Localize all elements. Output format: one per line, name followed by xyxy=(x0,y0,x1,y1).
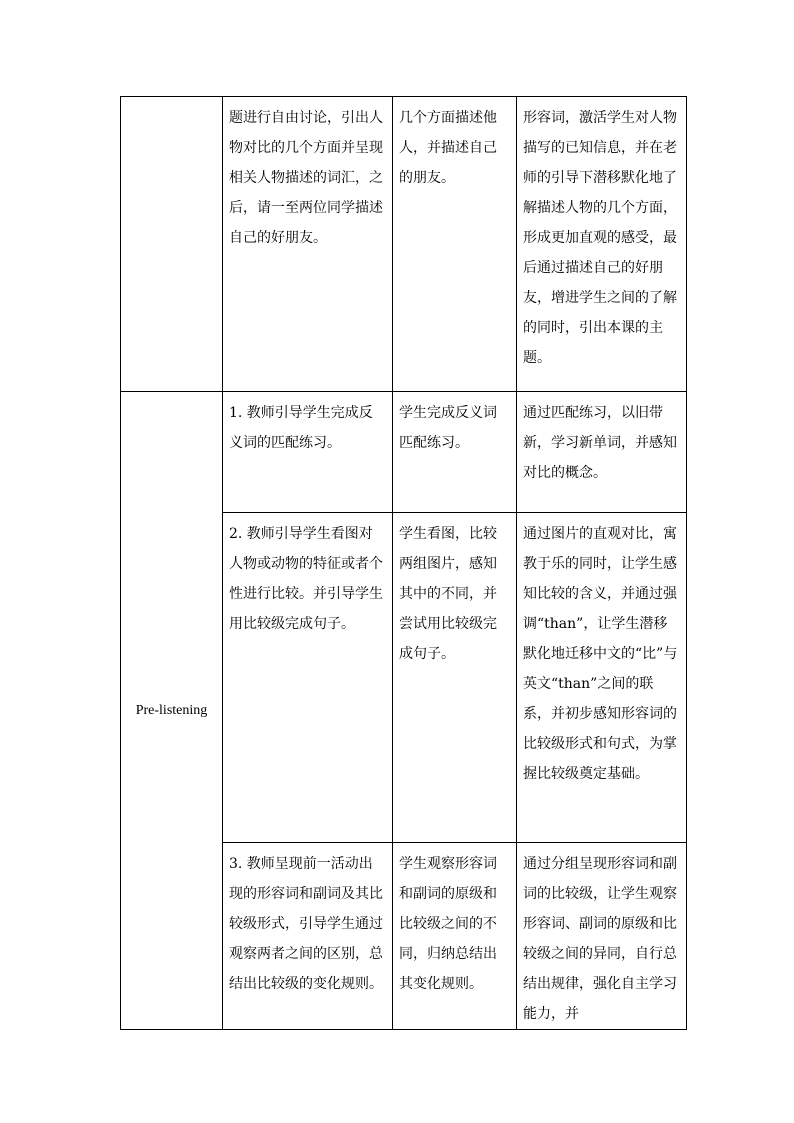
student-activity-cell: 学生观察形容词和副词的原级和比较级之间的不同，归纳总结出其变化规则。 xyxy=(393,843,517,1030)
design-purpose-cell: 形容词，激活学生对人物描写的已知信息，并在老师的引导下潜移默化地了解描述人物的几个方面，形成更加直观的感受，最后通过描述自己的好朋友，增进学生之间的了解的同时，引出本课的主题。 xyxy=(517,97,687,392)
teacher-activity-cell: 3. 教师呈现前一活动出现的形容词和副词及其比较级形式，引导学生通过观察两者之间的区别，总结出比较级的变化规则。 xyxy=(223,843,393,1030)
design-purpose-cell: 通过匹配练习，以旧带新，学习新单词，并感知对比的概念。 xyxy=(517,392,687,513)
stage-cell-pre-listening: Pre-listening xyxy=(121,392,223,1030)
lesson-plan-table xyxy=(120,96,687,1030)
teacher-activity-cell: 2. 教师引导学生看图对人物或动物的特征或者个性进行比较。并引导学生用比较级完成句子。 xyxy=(223,513,393,843)
design-purpose-cell: 通过图片的直观对比，寓教于乐的同时，让学生感知比较的含义，并通过强调“than”，让学生潜移默化地迁移中文的“比”与英文“than”之间的联系，并初步感知形容词的比较级形式和句式，为掌握比较级奠定基础。 xyxy=(517,513,687,843)
stage-cell xyxy=(121,97,223,392)
student-activity-cell: 学生完成反义词匹配练习。 xyxy=(393,392,517,513)
student-activity-cell: 几个方面描述他人，并描述自己的朋友。 xyxy=(393,97,517,392)
teacher-activity-cell: 题进行自由讨论，引出人物对比的几个方面并呈现相关人物描述的词汇，之后，请一至两位同学描述自己的好朋友。 xyxy=(223,97,393,392)
design-purpose-cell: 通过分组呈现形容词和副词的比较级，让学生观察形容词、副词的原级和比较级之间的异同，自行总结出规律，强化自主学习能力，并 xyxy=(517,843,687,1030)
table-row xyxy=(121,97,687,392)
table-row xyxy=(121,392,687,513)
student-activity-cell: 学生看图，比较两组图片，感知其中的不同，并尝试用比较级完成句子。 xyxy=(393,513,517,843)
teacher-activity-cell: 1. 教师引导学生完成反义词的匹配练习。 xyxy=(223,392,393,513)
